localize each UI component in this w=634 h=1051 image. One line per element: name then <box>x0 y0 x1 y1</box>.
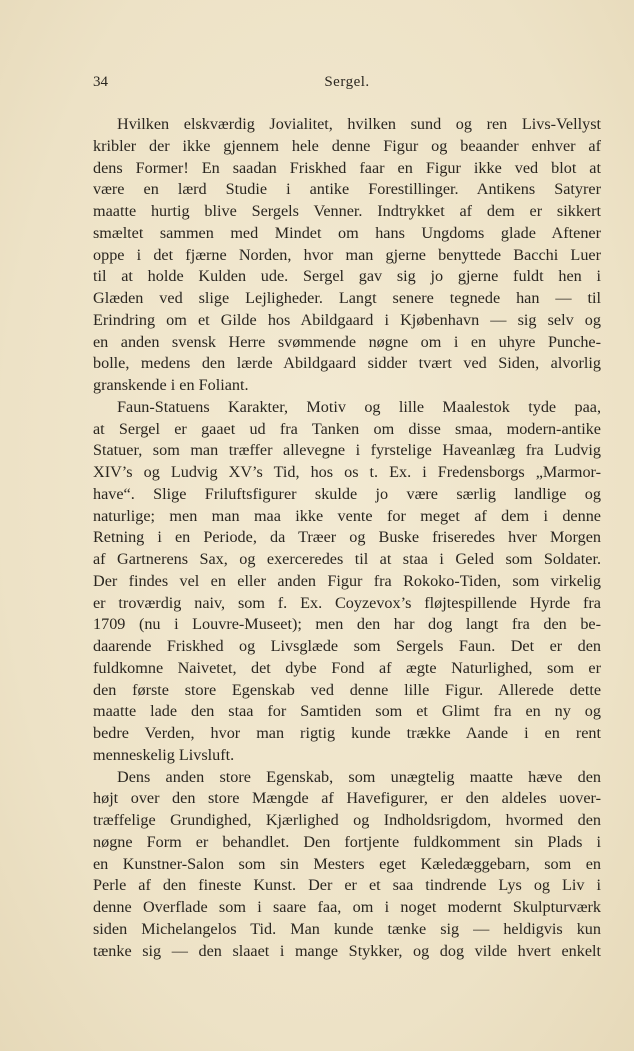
text-line: siden Michelangelos Tid. Man kunde tænke sig — heldigvis kun <box>93 919 601 938</box>
page-number: 34 <box>93 74 108 90</box>
text-line: daarende Friskhed og Livsglæde som Sergels Faun. Det er den <box>93 637 601 655</box>
text-line: Erindring om et Gilde hos Abildgaard i Kjøbenhavn — sig selv og <box>93 310 601 329</box>
text-line: Faun-Statuens Karakter, Motiv og lille Maalestok tyde paa, <box>117 397 601 416</box>
text-line: nøgne Form er behandlet. Den fortjente fuldkomment sin Plads i <box>93 832 601 851</box>
text-line: fuldkomne Naivetet, det dybe Fond af ægte Naturlighed, som er <box>93 658 601 677</box>
text-line: træffelige Grundighed, Kjærlighed og Indholdsrigdom, hvormed den <box>93 811 601 829</box>
text-line: naturlige; men man maa ikke vente for meget af dem i denne <box>93 506 601 525</box>
text-line: oppe i det fjærne Norden, hvor man gjerne benyttede Bacchi Luer <box>93 245 601 264</box>
text-line: maatte lade den staa for Samtiden som et Glimt fra en ny og <box>93 702 601 721</box>
body-text <box>93 114 601 962</box>
text-line: at Sergel er gaaet ud fra Tanken om disse smaa, modern-antike <box>93 419 601 438</box>
text-line: bedre Verden, hvor man rigtig kunde trække Aande i en rent <box>93 724 601 742</box>
text-line: dens Former! En saadan Friskhed faar en Figur ikke ved blot at <box>93 158 601 177</box>
text-line: granskende i en Foliant. <box>93 376 249 394</box>
page-header <box>93 74 601 94</box>
text-line: Perle af den fineste Kunst. Der er et saa tindrende Lys og Liv i <box>93 876 601 895</box>
text-line: 1709 (nu i Louvre-Museet); men den har dog langt fra den be- <box>93 615 601 634</box>
text-line: Dens anden store Egenskab, som unægtelig maatte hæve den <box>117 767 601 786</box>
text-line: maatte hurtig blive Sergels Venner. Indtrykket af dem er sikkert <box>93 202 601 220</box>
text-line: XIV’s og Ludvig XV’s Tid, hos os t. Ex. i Fredensborgs „Marmor- <box>93 463 601 481</box>
running-title: Sergel. <box>324 74 370 90</box>
text-line: have“. Slige Friluftsfigurer skulde jo være særlig landlige og <box>93 484 601 503</box>
text-line: Der findes vel en eller anden Figur fra Rokoko-Tiden, som virkelig <box>93 571 601 590</box>
text-line: Retning i en Periode, da Træer og Buske friseredes hver Morgen <box>93 528 601 547</box>
text-line: til at holde Kulden ude. Sergel gav sig jo gjerne fuldt hen i <box>93 267 601 286</box>
text-line: den første store Egenskab ved denne lille Figur. Allerede dette <box>93 680 601 699</box>
text-line: smæltet sammen med Mindet om hans Ungdoms glade Aftener <box>93 223 601 242</box>
text-line: af Gartnerens Sax, og exerceredes til at staa i Geled som Soldater. <box>93 550 601 568</box>
text-line: højt over den store Mængde af Havefigurer, er den aldeles uover- <box>93 789 601 808</box>
text-line: bolle, medens den lærde Abildgaard sidder tvært ved Siden, alvorlig <box>93 354 601 373</box>
text-line: en Kunstner-Salon som sin Mesters eget Kæledæggebarn, som en <box>93 854 601 873</box>
text-line: være en lærd Studie i antike Forestillinger. Antikens Satyrer <box>93 180 601 199</box>
text-line: er troværdig naiv, som f. Ex. Coyzevox’s fløjtespillende Hyrde fra <box>93 593 601 612</box>
text-line: menneskelig Livsluft. <box>93 745 235 764</box>
text-line: tænke sig — den slaaet i mange Stykker, og dog vilde hvert enkelt <box>93 941 601 960</box>
text-line: Statuer, som man træffer allevegne i fyrstelige Haveanlæg fra Ludvig <box>93 441 601 460</box>
text-line: en anden svensk Herre svømmende nøgne om i en uhyre Punche- <box>93 332 601 351</box>
text-line: Hvilken elskværdig Jovialitet, hvilken sund og ren Livs-Vellyst <box>117 115 601 133</box>
text-line: denne Overflade som i saare faa, om i noget modernt Skulpturværk <box>93 898 601 916</box>
text-line: Glæden ved slige Lejligheder. Langt senere tegnede han — til <box>93 289 601 307</box>
text-line: kribler der ikke gjennem hele denne Figur og beaander enhver af <box>93 136 601 155</box>
